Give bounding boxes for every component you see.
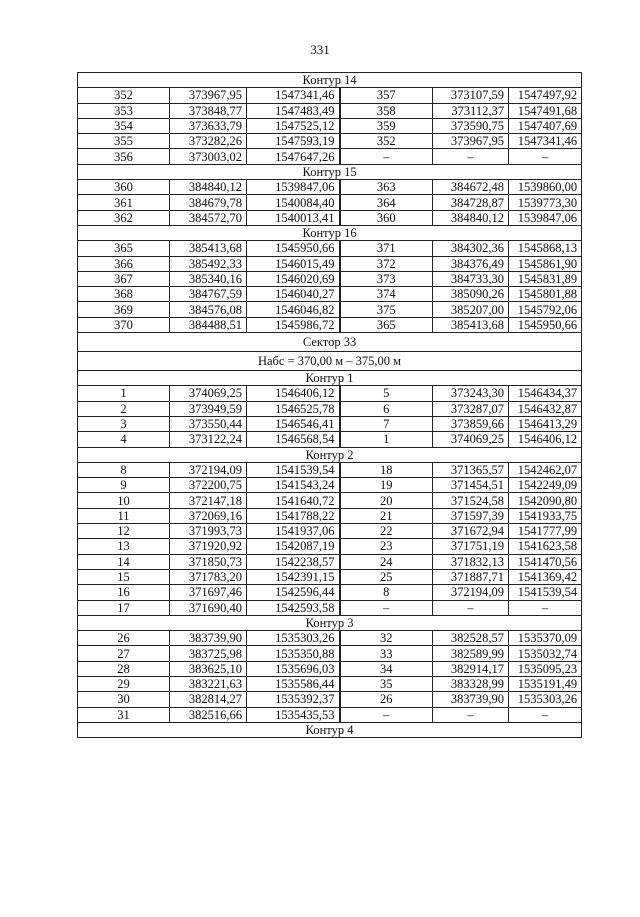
y-coordinate-cell: 1546406,12 [247, 386, 340, 401]
contour-title: Контур 14 [78, 73, 582, 88]
point-number-cell: 361 [78, 195, 170, 210]
x-coordinate-cell: 382814,27 [170, 692, 247, 707]
y-coordinate-cell: – [509, 707, 582, 722]
contour-header-row [78, 225, 582, 240]
table-row [78, 180, 582, 195]
y-coordinate-cell: 1545950,66 [247, 241, 340, 256]
sector-header-row [78, 352, 582, 371]
x-coordinate-cell: 371454,51 [433, 478, 509, 493]
table-row [78, 661, 582, 676]
x-coordinate-cell: 371993,73 [170, 524, 247, 539]
x-coordinate-cell: 371672,94 [433, 524, 509, 539]
point-number-cell: 360 [78, 180, 170, 195]
point-number-cell: 374 [340, 287, 433, 302]
point-number-cell: 368 [78, 287, 170, 302]
x-coordinate-cell: 385413,68 [433, 317, 509, 332]
table-row [78, 271, 582, 286]
x-coordinate-cell: 383725,98 [170, 646, 247, 661]
point-number-cell: 12 [78, 524, 170, 539]
x-coordinate-cell: 373949,59 [170, 401, 247, 416]
x-coordinate-cell: 382589,99 [433, 646, 509, 661]
y-coordinate-cell: 1539773,30 [509, 195, 582, 210]
x-coordinate-cell: 384728,87 [433, 195, 509, 210]
contour-title: Контур 4 [78, 722, 582, 737]
point-number-cell: 16 [78, 585, 170, 600]
point-number-cell: 23 [340, 539, 433, 554]
sector-title: Набс = 370,00 м – 375,00 м [78, 352, 582, 371]
y-coordinate-cell: 1540013,41 [247, 210, 340, 225]
y-coordinate-cell: 1535032,74 [509, 646, 582, 661]
y-coordinate-cell: 1535586,44 [247, 676, 340, 691]
point-number-cell: 8 [78, 462, 170, 477]
table-row [78, 317, 582, 332]
x-coordinate-cell: 383625,10 [170, 661, 247, 676]
x-coordinate-cell: 382516,66 [170, 707, 247, 722]
y-coordinate-cell: 1546015,49 [247, 256, 340, 271]
table-row [78, 676, 582, 691]
point-number-cell: 354 [78, 118, 170, 133]
y-coordinate-cell: 1542596,44 [247, 585, 340, 600]
table-row [78, 103, 582, 118]
point-number-cell: 32 [340, 631, 433, 646]
x-coordinate-cell: 371832,13 [433, 554, 509, 569]
point-number-cell: 370 [78, 317, 170, 332]
x-coordinate-cell: 372194,09 [433, 585, 509, 600]
table-row [78, 569, 582, 584]
point-number-cell: 372 [340, 256, 433, 271]
table-row [78, 195, 582, 210]
x-coordinate-cell: 373107,59 [433, 88, 509, 103]
x-coordinate-cell: 373550,44 [170, 416, 247, 431]
y-coordinate-cell: 1546040,27 [247, 287, 340, 302]
y-coordinate-cell: 1545792,06 [509, 302, 582, 317]
x-coordinate-cell: 373122,24 [170, 432, 247, 447]
table-row [78, 302, 582, 317]
y-coordinate-cell: 1547525,12 [247, 118, 340, 133]
y-coordinate-cell: 1545986,72 [247, 317, 340, 332]
contour-title: Контур 3 [78, 615, 582, 630]
y-coordinate-cell: 1547491,68 [509, 103, 582, 118]
contour-header-row [78, 722, 582, 737]
y-coordinate-cell: 1547341,46 [247, 88, 340, 103]
point-number-cell: 8 [340, 585, 433, 600]
x-coordinate-cell: 372147,18 [170, 493, 247, 508]
point-number-cell: 11 [78, 508, 170, 523]
sector-title: Сектор 33 [78, 333, 582, 352]
x-coordinate-cell: 371597,39 [433, 508, 509, 523]
point-number-cell: 6 [340, 401, 433, 416]
y-coordinate-cell: 1535095,23 [509, 661, 582, 676]
y-coordinate-cell: 1535303,26 [509, 692, 582, 707]
x-coordinate-cell: 371887,71 [433, 569, 509, 584]
y-coordinate-cell: 1541539,54 [247, 462, 340, 477]
y-coordinate-cell: 1547647,26 [247, 149, 340, 164]
x-coordinate-cell: 373967,95 [170, 88, 247, 103]
point-number-cell: 17 [78, 600, 170, 615]
x-coordinate-cell: 373282,26 [170, 134, 247, 149]
point-number-cell: 369 [78, 302, 170, 317]
point-number-cell: 365 [78, 241, 170, 256]
y-coordinate-cell: 1542087,19 [247, 539, 340, 554]
x-coordinate-cell: 373590,75 [433, 118, 509, 133]
x-coordinate-cell: 384488,51 [170, 317, 247, 332]
y-coordinate-cell: 1535435,53 [247, 707, 340, 722]
x-coordinate-cell: 373112,37 [433, 103, 509, 118]
point-number-cell: 358 [340, 103, 433, 118]
point-number-cell: 4 [78, 432, 170, 447]
y-coordinate-cell: 1545861,90 [509, 256, 582, 271]
contour-header-row [78, 164, 582, 179]
point-number-cell: 355 [78, 134, 170, 149]
x-coordinate-cell: 374069,25 [433, 432, 509, 447]
contour-title: Контур 16 [78, 225, 582, 240]
y-coordinate-cell: 1547483,49 [247, 103, 340, 118]
table-row [78, 241, 582, 256]
point-number-cell: 375 [340, 302, 433, 317]
contour-title: Контур 1 [78, 371, 582, 386]
y-coordinate-cell: 1545831,89 [509, 271, 582, 286]
table-row [78, 256, 582, 271]
y-coordinate-cell: 1541777,99 [509, 524, 582, 539]
table-row [78, 386, 582, 401]
point-number-cell: 19 [340, 478, 433, 493]
x-coordinate-cell: 371783,20 [170, 569, 247, 584]
table-row [78, 210, 582, 225]
x-coordinate-cell: 384679,78 [170, 195, 247, 210]
x-coordinate-cell: 371850,73 [170, 554, 247, 569]
table-row [78, 585, 582, 600]
y-coordinate-cell: 1535303,26 [247, 631, 340, 646]
x-coordinate-cell: 383739,90 [170, 631, 247, 646]
table-row [78, 539, 582, 554]
point-number-cell: 357 [340, 88, 433, 103]
point-number-cell: 15 [78, 569, 170, 584]
point-number-cell: 20 [340, 493, 433, 508]
point-number-cell: 31 [78, 707, 170, 722]
point-number-cell: 367 [78, 271, 170, 286]
y-coordinate-cell: 1541623,58 [509, 539, 582, 554]
y-coordinate-cell: 1547593,19 [247, 134, 340, 149]
point-number-cell: 18 [340, 462, 433, 477]
point-number-cell: 2 [78, 401, 170, 416]
y-coordinate-cell: 1535191,49 [509, 676, 582, 691]
x-coordinate-cell: 385492,33 [170, 256, 247, 271]
point-number-cell: 352 [340, 134, 433, 149]
point-number-cell: 33 [340, 646, 433, 661]
table-row [78, 600, 582, 615]
y-coordinate-cell: 1546413,29 [509, 416, 582, 431]
point-number-cell: 10 [78, 493, 170, 508]
x-coordinate-cell: 383328,99 [433, 676, 509, 691]
table-row [78, 692, 582, 707]
point-number-cell: 27 [78, 646, 170, 661]
y-coordinate-cell: 1535350,88 [247, 646, 340, 661]
page-number: 331 [310, 42, 330, 57]
y-coordinate-cell: 1542593,58 [247, 600, 340, 615]
x-coordinate-cell: 384767,59 [170, 287, 247, 302]
x-coordinate-cell: 373243,30 [433, 386, 509, 401]
point-number-cell: 371 [340, 241, 433, 256]
point-number-cell: 362 [78, 210, 170, 225]
x-coordinate-cell: 385413,68 [170, 241, 247, 256]
y-coordinate-cell: 1541539,54 [509, 585, 582, 600]
point-number-cell: 9 [78, 478, 170, 493]
x-coordinate-cell: 371524,58 [433, 493, 509, 508]
y-coordinate-cell: 1546546,41 [247, 416, 340, 431]
coordinates-table [77, 72, 582, 738]
y-coordinate-cell: 1546525,78 [247, 401, 340, 416]
y-coordinate-cell: 1547497,92 [509, 88, 582, 103]
table-row [78, 88, 582, 103]
point-number-cell: 26 [340, 692, 433, 707]
point-number-cell: – [340, 707, 433, 722]
y-coordinate-cell: 1542462,07 [509, 462, 582, 477]
point-number-cell: 26 [78, 631, 170, 646]
y-coordinate-cell: 1542090,80 [509, 493, 582, 508]
point-number-cell: 34 [340, 661, 433, 676]
x-coordinate-cell: 371920,92 [170, 539, 247, 554]
point-number-cell: 1 [340, 432, 433, 447]
table-row [78, 149, 582, 164]
table-row [78, 118, 582, 133]
contour-title: Контур 2 [78, 447, 582, 462]
x-coordinate-cell: 373287,07 [433, 401, 509, 416]
table-row [78, 508, 582, 523]
point-number-cell: 365 [340, 317, 433, 332]
x-coordinate-cell: 372200,75 [170, 478, 247, 493]
table-row [78, 287, 582, 302]
x-coordinate-cell: 384840,12 [433, 210, 509, 225]
y-coordinate-cell: 1546046,82 [247, 302, 340, 317]
x-coordinate-cell: – [433, 707, 509, 722]
x-coordinate-cell: 372069,16 [170, 508, 247, 523]
x-coordinate-cell: 385340,16 [170, 271, 247, 286]
y-coordinate-cell: 1542249,09 [509, 478, 582, 493]
point-number-cell: 364 [340, 195, 433, 210]
y-coordinate-cell: 1541788,22 [247, 508, 340, 523]
x-coordinate-cell: 383739,90 [433, 692, 509, 707]
point-number-cell: 366 [78, 256, 170, 271]
x-coordinate-cell: 382528,57 [433, 631, 509, 646]
y-coordinate-cell: 1541937,06 [247, 524, 340, 539]
x-coordinate-cell: 384376,49 [433, 256, 509, 271]
table-row [78, 493, 582, 508]
y-coordinate-cell: 1546432,87 [509, 401, 582, 416]
point-number-cell: 13 [78, 539, 170, 554]
point-number-cell: 352 [78, 88, 170, 103]
y-coordinate-cell: 1535392,37 [247, 692, 340, 707]
point-number-cell: 14 [78, 554, 170, 569]
point-number-cell: 29 [78, 676, 170, 691]
contour-header-row [78, 447, 582, 462]
x-coordinate-cell: 371365,57 [433, 462, 509, 477]
table-row [78, 631, 582, 646]
point-number-cell: 363 [340, 180, 433, 195]
table-row [78, 401, 582, 416]
point-number-cell: 353 [78, 103, 170, 118]
y-coordinate-cell: 1535696,03 [247, 661, 340, 676]
y-coordinate-cell: 1542391,15 [247, 569, 340, 584]
point-number-cell: 7 [340, 416, 433, 431]
x-coordinate-cell: – [433, 149, 509, 164]
contour-header-row [78, 371, 582, 386]
y-coordinate-cell: 1542238,57 [247, 554, 340, 569]
y-coordinate-cell: 1539847,06 [509, 210, 582, 225]
point-number-cell: 22 [340, 524, 433, 539]
y-coordinate-cell: 1541640,72 [247, 493, 340, 508]
table-row [78, 478, 582, 493]
x-coordinate-cell: 371751,19 [433, 539, 509, 554]
y-coordinate-cell: 1546434,37 [509, 386, 582, 401]
x-coordinate-cell: – [433, 600, 509, 615]
point-number-cell: – [340, 600, 433, 615]
x-coordinate-cell: 372194,09 [170, 462, 247, 477]
point-number-cell: 24 [340, 554, 433, 569]
point-number-cell: 3 [78, 416, 170, 431]
x-coordinate-cell: 373633,79 [170, 118, 247, 133]
table-row [78, 646, 582, 661]
contour-header-row [78, 615, 582, 630]
y-coordinate-cell: 1541543,24 [247, 478, 340, 493]
y-coordinate-cell: 1546568,54 [247, 432, 340, 447]
y-coordinate-cell: 1541470,56 [509, 554, 582, 569]
x-coordinate-cell: 385207,00 [433, 302, 509, 317]
contour-title: Контур 15 [78, 164, 582, 179]
y-coordinate-cell: 1539860,00 [509, 180, 582, 195]
table-row [78, 462, 582, 477]
y-coordinate-cell: 1541933,75 [509, 508, 582, 523]
x-coordinate-cell: 374069,25 [170, 386, 247, 401]
x-coordinate-cell: 382914,17 [433, 661, 509, 676]
point-number-cell: 359 [340, 118, 433, 133]
x-coordinate-cell: 384302,36 [433, 241, 509, 256]
y-coordinate-cell: 1540084,40 [247, 195, 340, 210]
point-number-cell: 1 [78, 386, 170, 401]
point-number-cell: 30 [78, 692, 170, 707]
x-coordinate-cell: 384672,48 [433, 180, 509, 195]
x-coordinate-cell: 371690,40 [170, 600, 247, 615]
point-number-cell: 360 [340, 210, 433, 225]
x-coordinate-cell: 383221,63 [170, 676, 247, 691]
y-coordinate-cell: 1539847,06 [247, 180, 340, 195]
x-coordinate-cell: 384572,70 [170, 210, 247, 225]
point-number-cell: 28 [78, 661, 170, 676]
y-coordinate-cell: 1545801,88 [509, 287, 582, 302]
y-coordinate-cell: – [509, 149, 582, 164]
x-coordinate-cell: 384733,30 [433, 271, 509, 286]
y-coordinate-cell: 1547407,69 [509, 118, 582, 133]
sector-header-row [78, 333, 582, 352]
y-coordinate-cell: 1545950,66 [509, 317, 582, 332]
x-coordinate-cell: 385090,26 [433, 287, 509, 302]
table-row [78, 416, 582, 431]
y-coordinate-cell: 1545868,13 [509, 241, 582, 256]
y-coordinate-cell: 1535370,09 [509, 631, 582, 646]
y-coordinate-cell: 1546406,12 [509, 432, 582, 447]
x-coordinate-cell: 373848,77 [170, 103, 247, 118]
point-number-cell: 35 [340, 676, 433, 691]
y-coordinate-cell: 1547341,46 [509, 134, 582, 149]
x-coordinate-cell: 384576,08 [170, 302, 247, 317]
table-row [78, 554, 582, 569]
x-coordinate-cell: 373003,02 [170, 149, 247, 164]
table-row [78, 524, 582, 539]
x-coordinate-cell: 373859,66 [433, 416, 509, 431]
contour-header-row [78, 73, 582, 88]
table-row [78, 707, 582, 722]
table-row [78, 134, 582, 149]
x-coordinate-cell: 384840,12 [170, 180, 247, 195]
point-number-cell: 5 [340, 386, 433, 401]
y-coordinate-cell: – [509, 600, 582, 615]
y-coordinate-cell: 1541369,42 [509, 569, 582, 584]
x-coordinate-cell: 373967,95 [433, 134, 509, 149]
table-row [78, 432, 582, 447]
point-number-cell: – [340, 149, 433, 164]
x-coordinate-cell: 371697,46 [170, 585, 247, 600]
point-number-cell: 356 [78, 149, 170, 164]
y-coordinate-cell: 1546020,69 [247, 271, 340, 286]
point-number-cell: 21 [340, 508, 433, 523]
point-number-cell: 373 [340, 271, 433, 286]
point-number-cell: 25 [340, 569, 433, 584]
